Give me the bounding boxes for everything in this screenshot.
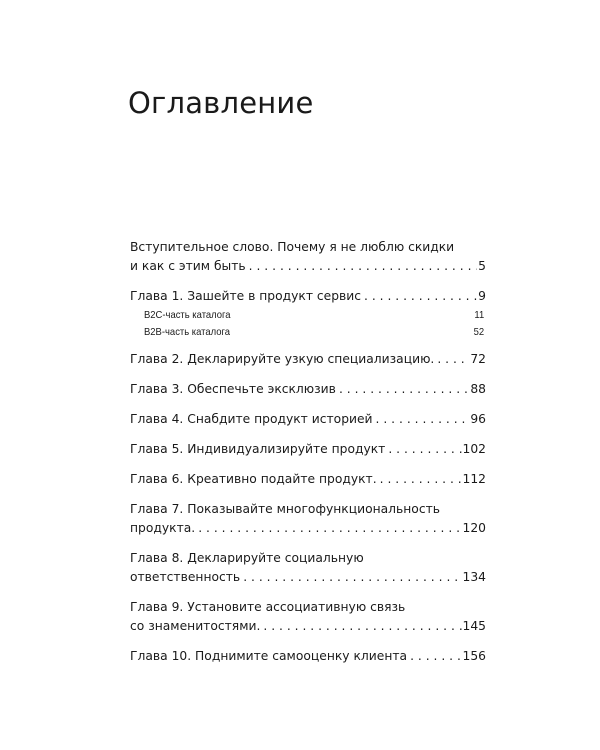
dot-leader [263, 617, 461, 636]
toc-subentry-label: B2B-часть каталога [144, 326, 231, 338]
toc-subentry-label: B2C-часть каталога [144, 309, 231, 321]
toc-page-number: 72 [470, 352, 486, 366]
toc-entry-chapter-1[interactable] [130, 287, 486, 306]
toc-subentry-page: 11 [474, 309, 485, 321]
toc-page-number: 145 [462, 619, 486, 633]
toc-subentry-b2b[interactable] [144, 324, 484, 341]
dot-leader [437, 350, 469, 369]
toc-entry-chapter-7[interactable] [130, 500, 486, 538]
toc-page-number: 96 [470, 412, 486, 426]
toc-entry-text: со знаменитостями. [130, 619, 261, 633]
toc-entry-text: Глава 2. Декларируйте узкую специализацию. [130, 352, 435, 366]
toc-page-number: 120 [462, 521, 486, 535]
toc-subentries [130, 307, 486, 341]
toc-entry-text: Глава 3. Обеспечьте эксклюзив [130, 382, 336, 396]
toc-entry-intro[interactable] [130, 238, 486, 276]
toc-entry-text: и как с этим быть [130, 259, 246, 273]
toc-entry-text: Глава 4. Снабдите продукт историей [130, 412, 373, 426]
dot-leader [364, 287, 477, 306]
toc-page-number: 5 [478, 259, 486, 273]
dot-leader [198, 519, 461, 538]
toc-page-number: 9 [478, 289, 486, 303]
dot-leader [243, 568, 461, 587]
toc-entry-text-line: Глава 8. Декларируйте социальную [130, 551, 364, 565]
toc-entry-chapter-5[interactable] [130, 440, 486, 459]
toc-entry-chapter-3[interactable] [130, 380, 486, 399]
dot-leader [376, 410, 470, 429]
toc-subentry-page: 52 [473, 326, 485, 338]
toc-entry-text-line: Вступительное слово. Почему я не люблю скидки [130, 240, 455, 254]
toc-entry-text: Глава 6. Креативно подайте продукт. [130, 472, 377, 486]
dot-leader [388, 440, 461, 459]
toc-entry-text-line: Глава 7. Показывайте многофункциональность [130, 502, 441, 516]
toc-entry-chapter-8[interactable] [130, 549, 486, 587]
toc-subentry-b2c[interactable] [144, 307, 484, 324]
page-title: Оглавление [128, 86, 314, 120]
table-of-contents [130, 238, 486, 677]
toc-entry-chapter-6[interactable] [130, 470, 486, 489]
toc-entry-text: продукта. [130, 521, 196, 535]
toc-entry-chapter-4[interactable] [130, 410, 486, 429]
toc-entry-text: ответственность [130, 570, 241, 584]
toc-entry-text-line: Глава 9. Установите ассоциативную связь [130, 600, 406, 614]
dot-leader [249, 257, 478, 276]
dot-leader [410, 647, 461, 666]
toc-entry-text: Глава 10. Поднимите самооценку клиента [130, 649, 408, 663]
toc-entry-chapter-2[interactable] [130, 350, 486, 369]
toc-entry-text: Глава 5. Индивидуализируйте продукт [130, 442, 386, 456]
toc-page-number: 112 [462, 472, 486, 486]
toc-entry-chapter-9[interactable] [130, 598, 486, 636]
toc-entry-text: Глава 1. Зашейте в продукт сервис [130, 289, 362, 303]
dot-leader [339, 380, 469, 399]
dot-leader [380, 470, 462, 489]
toc-entry-chapter-10[interactable] [130, 647, 486, 666]
toc-page-number: 134 [462, 570, 486, 584]
toc-page-number: 102 [462, 442, 486, 456]
toc-page-number: 88 [470, 382, 486, 396]
toc-page-number: 156 [462, 649, 486, 663]
